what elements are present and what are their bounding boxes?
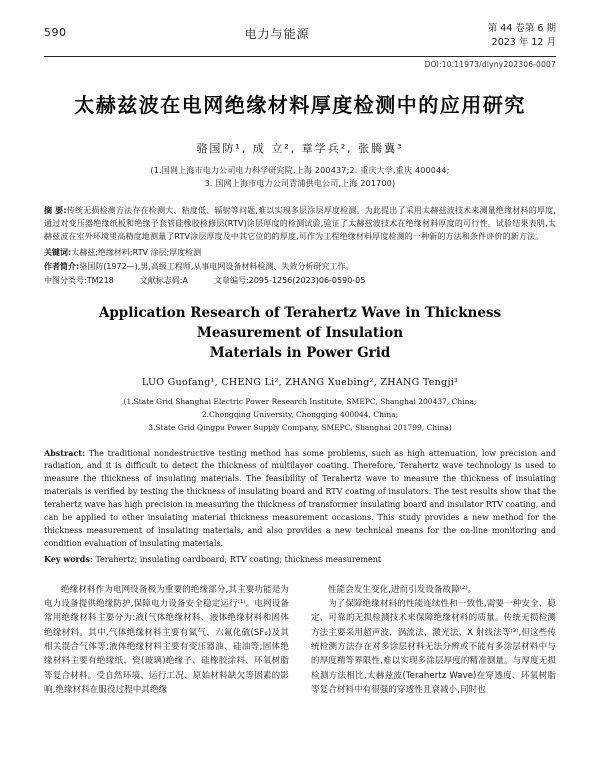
page-number: 590 (44, 26, 67, 39)
article-id-value: 2095-1256(2023)06-0590-05 (248, 276, 366, 286)
journal-name: 电力与能源 (244, 27, 310, 41)
body-columns (44, 583, 556, 697)
affiliations-cn (0, 164, 600, 191)
keywords-cn-row (44, 247, 556, 260)
keywords-en (44, 553, 556, 567)
affiliation-cn-line: (1.国网上海市电力公司电力科学研究院,上海 200437;2. 重庆大学,重庆 400044; (150, 165, 450, 175)
article-id-group (214, 275, 365, 286)
body-column-left (44, 583, 289, 697)
abstract-cn-text: 传统无损检测方法存在检测大、粘度低、辐射等问题,难以实现多层涂层厚度检测。为此提出了采用太赫兹波技术来测量绝缘材料的厚度,通过对变压器绝缘纸板和绝缘子套管硅橡胶检修层(RTV)涂层厚度的检测试验,验证了太赫兹波技术在绝缘材料厚度的可行性。试验结果表明,太赫兹波在室外环境里高精度地测量了RTV涂层厚度及中其它位的的厚度,可作为工程绝缘材料厚度检测的一种新的方法和条件评价的新方法。 (44, 205, 556, 241)
affiliation-en-line: 2.Chongqing University, Chongqing 400044, China; (201, 410, 399, 420)
metadata-cn (44, 247, 556, 274)
doc-code-value: A (182, 276, 188, 286)
doc-code-label: 文献标志码: (139, 276, 183, 286)
abstract-en-text: The traditional nondestructive testing method has some problems, such as high attenuation, low precision and radiation, and it is difficult to detect the thickness of multilayer coating. Therefore, Terahertz wave technology is used to measure the thickness of insulating materials. The feasibility of Terahertz wave to measure the thickness of insulating materials is verified by testing the thickness of insulating board and RTV coating of insulators. The test results show that the terahertz wave has high precision in measuring the thickness of transformer insulating board and insulator RTV coating, and can be applied to other insulating material thickness measurement occasions. This study provides a new method for the thickness measurement of insulating materials, and also provides a new technical means for the on-line monitoring and condition evaluation of insulating materials. (44, 448, 556, 549)
classification-row (44, 275, 556, 286)
abstract-en-label: Abstract: (44, 447, 85, 458)
page-title-en (52, 304, 548, 363)
abstract-cn (44, 205, 556, 244)
affiliation-cn-line: 3. 国网上海市电力公司青浦供电公司,上海 201700) (204, 179, 396, 189)
title-en-line: Materials in Power Grid (209, 344, 391, 361)
article-id-label: 文章编号: (213, 276, 249, 286)
affiliation-en-line: (1.State Grid Shanghai Electric Power Research Institute, SMEPC, Shanghai 200437, China; (123, 397, 477, 407)
author-bio-row (44, 261, 556, 274)
body-column-right (311, 583, 556, 697)
body-paragraph: 性能会发生变化,进而引发设备故障⁽²⁾。 (328, 584, 477, 595)
abstract-cn-label: 摘 要: (44, 205, 67, 215)
issue-volume: 第 44 卷第 6 期 (487, 23, 556, 34)
body-paragraph: 为了保障绝缘材料的性能连续性和一致性,需要一种安全、稳定、可靠的无损检测技术来保障绝缘材料的质量。传统无损检测方法主要采用超声波、涡流法、激光法、X 射线法等⁽³⁾,但这些传统检测方法存在对多涂层材料无法分辨或不能有多涂层材料中与的厚度精等界限性,难以实现多涂层厚度的精准测量。与厚度无损检测方法相比,太赫兹波(Terahertz Wave)在穿透度、环氧树脂等复合材料中有很强的穿透性且衰减小,同时也 (311, 599, 556, 695)
clc-value: TM218 (86, 276, 114, 286)
doi-line: DOI:10.11973/dlyny202306-0007 (424, 59, 556, 69)
authors-en: LUO Guofang¹, CHENG Li², ZHANG Xuebing², ZHANG Tengji³ (141, 377, 459, 389)
clc-group (44, 275, 114, 286)
page-title-cn: 太赫兹波在电网绝缘材料厚度检测中的应用研究 (74, 92, 526, 117)
keywords-cn-text: 太赫兹;绝缘材料;RTV 涂层;厚度检测 (71, 247, 202, 257)
affiliation-en-line: 3.State Grid Qingpu Power Supply Company, SMEPC, Shanghai 201799, China) (148, 423, 452, 433)
body-paragraph: 绝缘材料作为电网设备极为重要的绝缘部分,其主要功能是为电力设备提供绝缘防护,保障电力设备安全稳定运行⁽¹⁾。电网设备常用绝缘材料主要分为:液(气体绝缘材料、液体绝缘材料和固体绝缘材料。其中,气体绝缘材料主要有氮气、六氟化硫(SF₆)及其相关混合气体等;液体绝缘材料主要有变压器油、硅油等;固体绝缘材料主要有绝缘纸、瓷(玻璃)绝缘子、硅橡胶涂料、环氧树脂等复合材料。受自然环境、运行工况、原始材料缺欠等因素的影响,绝缘材料在服役过程中其绝缘 (44, 584, 289, 695)
authors-cn: 骆国防¹, 成 立², 章学兵², 张腾冀³ (196, 141, 404, 155)
doc-code-group (140, 275, 188, 286)
keywords-en-label: Key words: (44, 554, 93, 565)
keywords-cn-label: 关键词: (44, 247, 72, 257)
affiliations-en (0, 395, 600, 434)
author-bio-text: 骆国防(1972—),男,高级工程师,从事电网设备材料检测、失效分析研究工作。 (79, 261, 354, 271)
clc-label: 中图分类号: (44, 276, 87, 286)
title-en-line: Application Research of Terahertz Wave in Thickness Measurement of Insulation (98, 305, 502, 342)
keywords-en-text: Terahertz; insulating cardboard; RTV coating; thickness measurement (95, 555, 382, 565)
running-head (0, 0, 600, 51)
author-bio-label: 作者简介: (44, 261, 80, 271)
issue-date: 2023 年 12 月 (491, 37, 556, 49)
abstract-en (44, 447, 556, 552)
issue-info (488, 22, 556, 51)
